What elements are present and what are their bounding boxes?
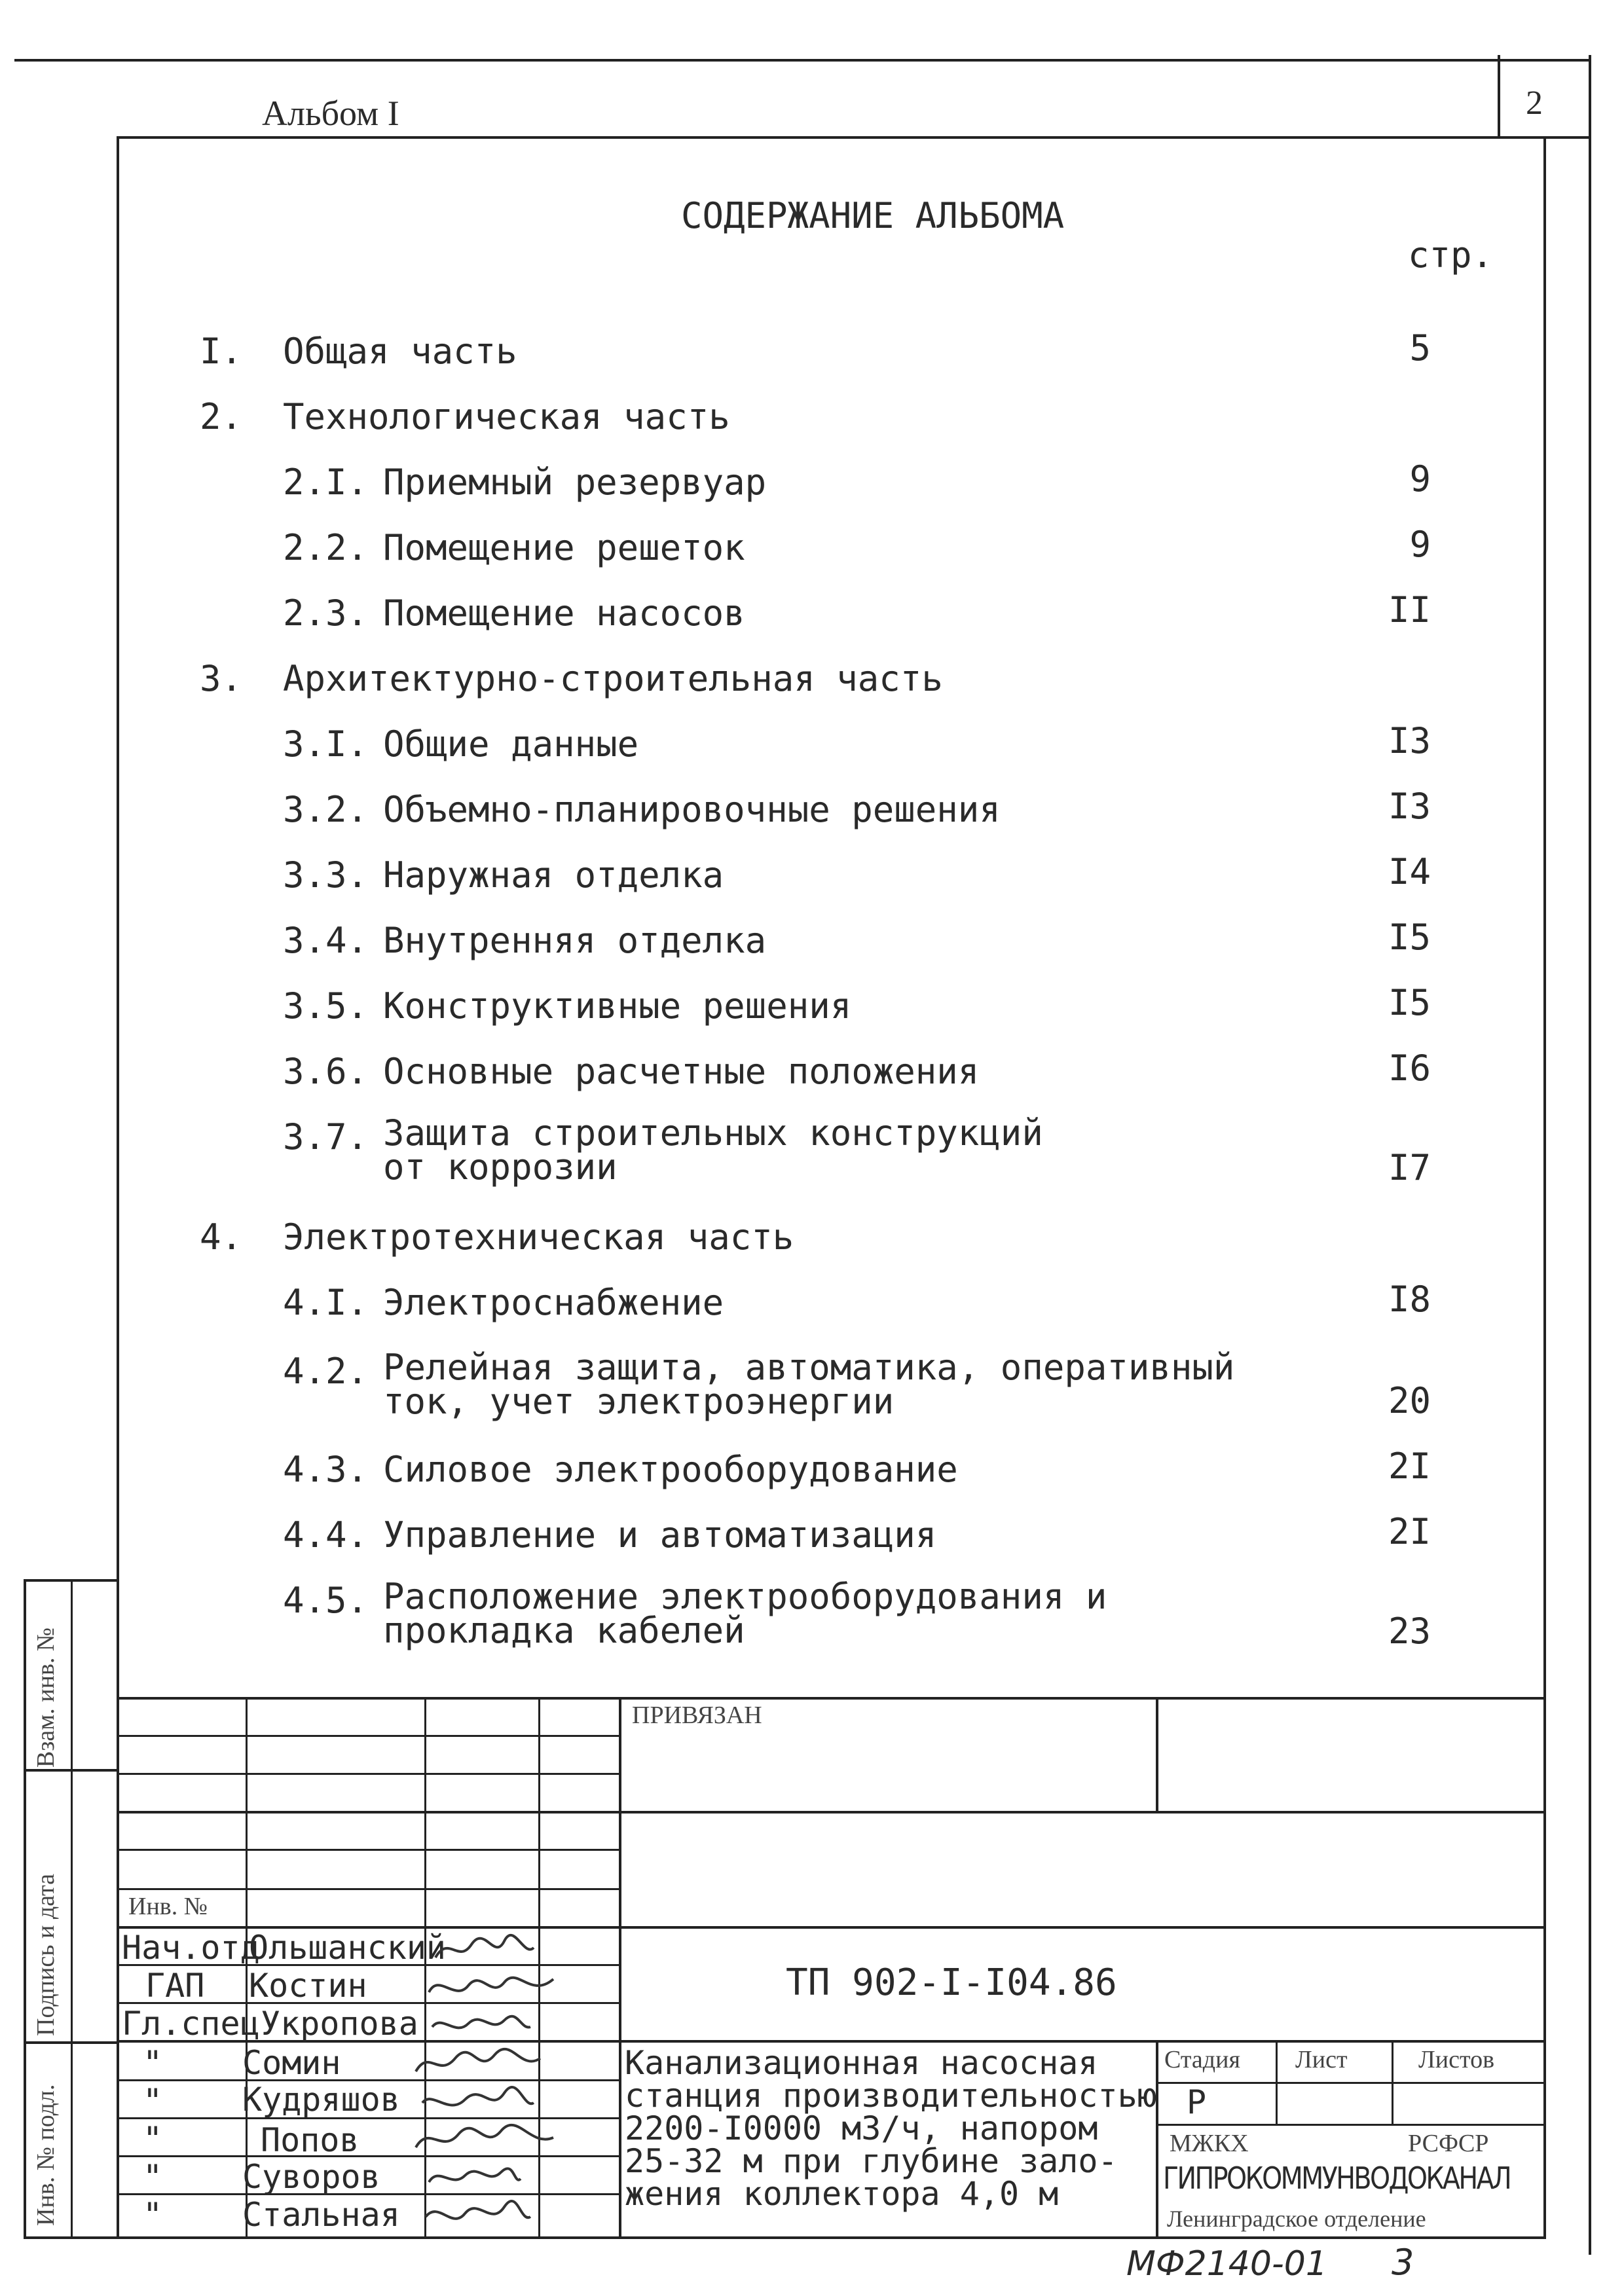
toc-number: 2.3. [283,592,369,634]
toc-page: 2I [1388,1446,1431,1487]
staff-name: Суворов [242,2158,380,2196]
toc-page: I5 [1388,917,1431,958]
toc-number: 3.6. [283,1051,369,1092]
toc-page: 23 [1388,1611,1431,1652]
stage-value: Р [1187,2083,1207,2121]
toc-page: I4 [1388,851,1431,892]
toc-number: I. [200,331,243,372]
sheet-box-right [1589,55,1591,2255]
signature-image [419,2083,537,2119]
toc-title: Электротехническая часть [283,1216,794,1258]
side-stamp-left [24,1579,26,2239]
toc-number: 3.4. [283,920,369,961]
toc-title: Общая часть [283,331,517,372]
frame-right [1543,136,1546,2239]
staff-role: ГАП [145,1967,205,2005]
frame-top [117,136,1591,139]
page-column-label: стр. [1408,234,1494,276]
toc-number: 4.I. [283,1282,369,1323]
staff-role: " [143,2082,163,2120]
toc-title: Силовое электрооборудование [383,1449,958,1490]
signature-image [426,2159,524,2195]
staff-name: Кудряшов [242,2081,400,2119]
staff-role: " [143,2044,163,2082]
staff-name: Сомин [242,2044,341,2082]
toc-title: Конструктивные решения [383,985,852,1027]
organization-name: ГИПРОКОММУНВОДОКАНАЛ [1163,2160,1511,2196]
tb-h1 [117,1735,621,1737]
toc-number: 4.2. [283,1351,369,1392]
toc-title: Электроснабжение [383,1282,724,1323]
top-rule [14,59,1591,62]
signature-image [429,2007,534,2043]
toc-title: Объемно-планировочные решения [383,789,1001,830]
toc-title: Основные расчетные положения [383,1051,980,1092]
doc-code: ТП 902-I-I04.86 [786,1961,1117,2004]
toc-number: 3.3. [283,854,369,896]
staff-role: Нач.отд [122,1929,260,1967]
signature-image [426,1969,557,2005]
staff-role: Гл.спец [122,2005,260,2043]
toc-title: Расположение электрооборудования и прокладка кабелей [383,1576,1107,1651]
tb-stage-h2 [1157,2124,1546,2126]
toc-title: Технологическая часть [283,396,730,437]
toc-number: 4.3. [283,1449,369,1490]
side-label-vzam: Взам. инв. № [32,1627,60,1768]
toc-page: 5 [1409,327,1431,369]
page-title: СОДЕРЖАНИЕ АЛЬБОМА [681,195,1065,236]
tb-top [117,1697,1546,1700]
staff-name: Костин [249,1967,367,2005]
sheets-label: Листов [1418,2046,1495,2073]
tb-h3 [117,1811,1546,1813]
toc-page: 9 [1409,524,1431,565]
signature-image [432,1931,537,1967]
sheet-box-left [1498,55,1500,139]
toc-number: 4.5. [283,1580,369,1621]
project-description-line: 2200-I0000 м3/ч, напором [625,2109,1098,2147]
tb-v8 [1392,2040,1393,2125]
privyazan-label: ПРИВЯЗАН [632,1702,762,1729]
toc-title: Архитектурно-строительная часть [283,658,943,699]
side-stamp-mid [71,1579,73,2239]
project-description-line: 25-32 м при глубине зало- [625,2142,1118,2180]
sheet-label: Лист [1295,2046,1348,2073]
toc-number: 2.2. [283,527,369,568]
sheet-number: 2 [1526,84,1543,122]
toc-page: I6 [1388,1048,1431,1089]
toc-number: 4. [200,1216,243,1258]
staff-name: Попов [261,2121,360,2159]
toc-number: 3.7. [283,1116,369,1157]
project-description-line: Канализационная насосная [625,2044,1098,2082]
side-stamp-div2 [24,2041,119,2044]
toc-page: I5 [1388,982,1431,1023]
stage-label: Стадия [1164,2046,1240,2073]
tb-h5 [117,1888,621,1890]
branch-name: Ленинградское отделение [1167,2206,1426,2232]
tb-v5 [1156,1697,1158,1812]
project-description-line: жения коллектора 4,0 м [625,2175,1059,2213]
side-stamp-div1 [24,1769,119,1772]
toc-title: Помещение решеток [383,527,745,568]
staff-name: Укропова [261,2005,418,2043]
tb-v7 [1276,2040,1278,2125]
toc-title: Приемный резервуар [383,462,767,503]
toc-number: 2.I. [283,462,369,503]
toc-page: I8 [1388,1279,1431,1320]
toc-page: I7 [1388,1147,1431,1188]
toc-number: 3. [200,658,243,699]
signature-image [413,2045,544,2081]
tb-v6 [1156,2040,1158,2236]
staff-name: Стальная [242,2196,400,2234]
toc-title: Помещение насосов [383,592,745,634]
toc-page: I3 [1388,720,1431,761]
toc-page: I3 [1388,786,1431,827]
side-label-inv-podl: Инв. № подл. [32,2084,60,2226]
toc-page: II [1388,589,1431,630]
side-label-podpis: Подпись и дата [32,1873,60,2036]
staff-name: Ольшанский [249,1929,447,1967]
signature-image [422,2197,534,2233]
tb-stage-h1 [1157,2082,1546,2084]
toc-title: Внутренняя отделка [383,920,767,961]
toc-number: 3.I. [283,723,369,765]
toc-number: 4.4. [283,1514,369,1556]
footer-page: 3 [1392,2242,1414,2283]
frame-bottom [24,2236,1546,2239]
toc-title: Управление и автоматизация [383,1514,937,1556]
album-label: Альбом I [262,94,399,133]
staff-role: " [143,2120,163,2158]
tb-v1 [246,1697,248,2236]
toc-title: Общие данные [383,723,639,765]
republic-label: РСФСР [1408,2130,1489,2157]
ministry-label: МЖКХ [1170,2130,1249,2157]
toc-number: 3.2. [283,789,369,830]
tb-h4 [117,1849,621,1851]
toc-page: 9 [1409,458,1431,500]
toc-title: Защита строительных конструкций от коррозии [383,1112,1043,1188]
tb-v4 [619,1697,621,2236]
staff-role: " [143,2158,163,2196]
toc-page: 20 [1388,1380,1431,1421]
toc-title: Наружная отделка [383,854,724,896]
project-description-line: станция производительностью [625,2077,1157,2115]
staff-role: " [143,2196,163,2234]
toc-number: 2. [200,396,243,437]
signature-image [413,2121,557,2157]
footer-code: МФ2140-01 [1126,2244,1327,2284]
toc-page: 2I [1388,1511,1431,1552]
frame-left [117,136,119,2239]
tb-h2 [117,1773,621,1775]
toc-title: Релейная защита, автоматика, оперативный ток, учет электроэнергии [383,1347,1235,1422]
inv-no-label: Инв. № [128,1893,208,1920]
toc-number: 3.5. [283,985,369,1027]
